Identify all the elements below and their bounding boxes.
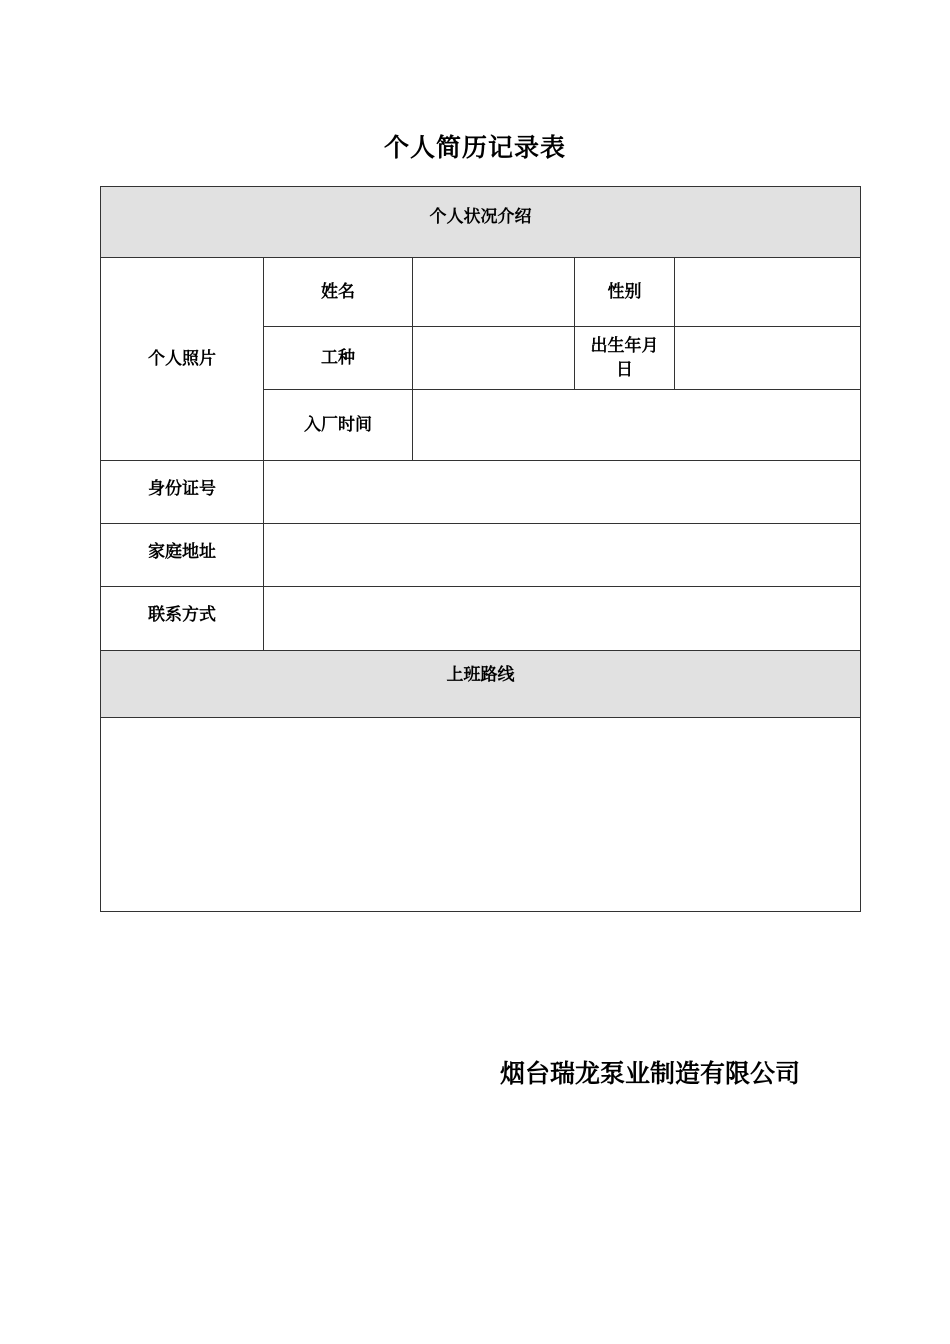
address-label: 家庭地址 bbox=[101, 524, 264, 587]
contact-label: 联系方式 bbox=[101, 587, 264, 651]
photo-cell[interactable]: 个人照片 bbox=[101, 258, 264, 461]
commute-route-field[interactable] bbox=[101, 718, 861, 912]
name-field[interactable] bbox=[413, 258, 575, 327]
company-name: 烟台瑞龙泵业制造有限公司 bbox=[500, 1059, 801, 1088]
hire-date-field[interactable] bbox=[413, 390, 861, 461]
name-label: 姓名 bbox=[264, 258, 413, 327]
page-title: 个人简历记录表 bbox=[383, 133, 566, 162]
job-type-label: 工种 bbox=[264, 327, 413, 390]
birth-date-field[interactable] bbox=[675, 327, 861, 390]
id-number-label: 身份证号 bbox=[101, 461, 264, 524]
birth-date-label: 出生年月日 bbox=[590, 336, 659, 380]
birth-date-label-cell bbox=[575, 327, 675, 390]
address-field[interactable] bbox=[264, 524, 861, 587]
gender-label: 性别 bbox=[575, 258, 675, 327]
section-header-commute-route: 上班路线 bbox=[101, 651, 861, 718]
section-header-personal-info: 个人状况介绍 bbox=[101, 187, 861, 258]
id-number-field[interactable] bbox=[264, 461, 861, 524]
hire-date-label: 入厂时间 bbox=[264, 390, 413, 461]
gender-field[interactable] bbox=[675, 258, 861, 327]
contact-field[interactable] bbox=[264, 587, 861, 651]
resume-form-table bbox=[100, 186, 861, 912]
job-type-field[interactable] bbox=[413, 327, 575, 390]
